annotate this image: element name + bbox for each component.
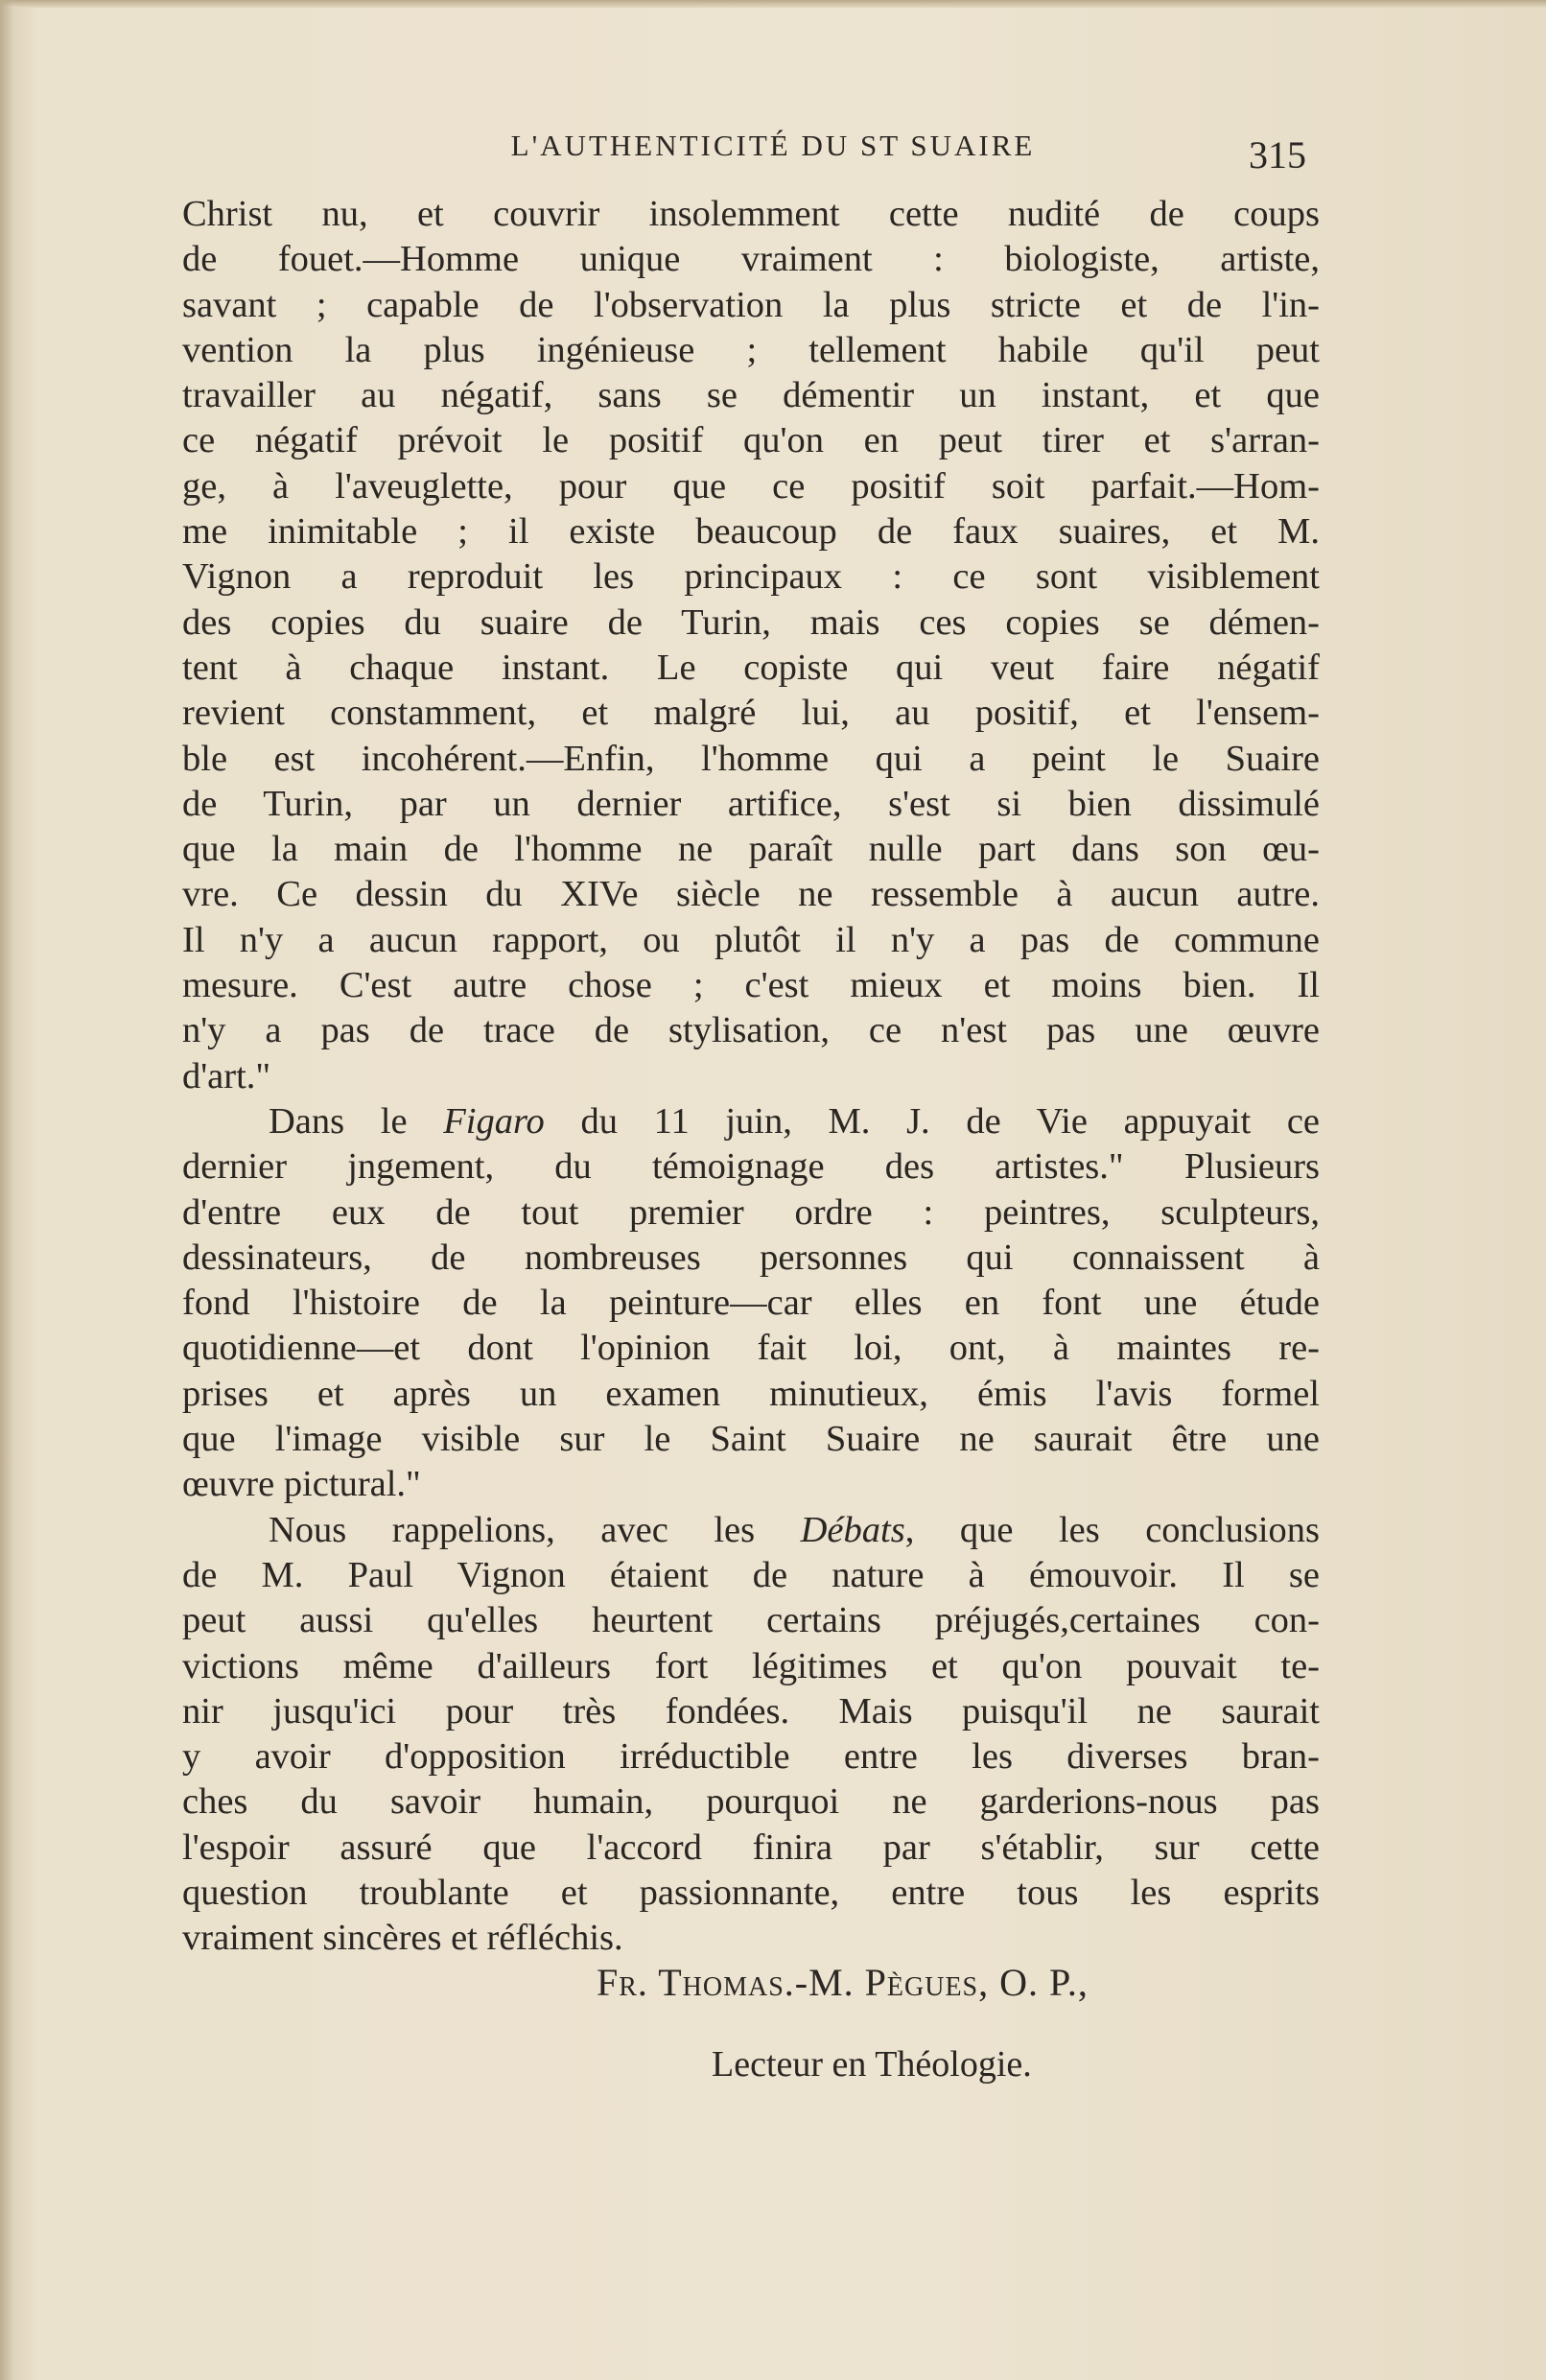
text-line: ble est incohérent.—Enfin, l'homme qui a peint le Suaire (182, 738, 1320, 779)
running-title: L'AUTHENTICITÉ DU ST SUAIRE (510, 129, 1036, 162)
text-line: des copies du suaire de Turin, mais ces copies se démen- (182, 601, 1320, 643)
text-line: œuvre pictural." (182, 1464, 421, 1505)
page-gutter-shadow (0, 0, 13, 2380)
page-top-edge (0, 0, 1546, 8)
text-line: d'art." (182, 1055, 271, 1096)
text-line: prises et après un examen minutieux, émis l'avis formel (182, 1373, 1320, 1414)
text-line: y avoir d'opposition irréductible entre les diverses bran- (182, 1736, 1320, 1778)
text-line: vention la plus ingénieuse ; tellement habile qu'il peut (182, 329, 1320, 370)
text-fragment: , que les conclusions (904, 1509, 1321, 1550)
author-signature: Fr. Thomas.-M. Pègues, O. P., (597, 1961, 1089, 2004)
text-line: ge, à l'aveuglette, pour que ce positif soit parfait.—Hom- (182, 465, 1320, 507)
text-line: quotidienne—et dont l'opinion fait loi, ont, à maintes re- (182, 1328, 1320, 1369)
newspaper-title: Débats (800, 1509, 905, 1550)
text-line (182, 1508, 1320, 1553)
paragraph-3 (182, 1508, 1320, 1962)
page-number: 315 (1249, 133, 1306, 177)
text-line: de fouet.—Homme unique vraiment : biologiste, artiste, (182, 239, 1320, 280)
text-line: victions même d'ailleurs fort légitimes et qu'on pouvait te- (182, 1645, 1320, 1686)
text-line: de M. Paul Vignon étaient de nature à émouvoir. Il se (182, 1554, 1320, 1595)
text-line: Christ nu, et couvrir insolemment cette nudité de coups (182, 194, 1320, 234)
text-line: vre. Ce dessin du XIVe siècle ne ressemble à aucun autre. (182, 874, 1320, 915)
text-line: fond l'histoire de la peinture—car elles en font une étude (182, 1283, 1320, 1324)
text-line: revient constamment, et malgré lui, au positif, et l'ensem- (182, 693, 1320, 734)
paragraph-1 (182, 192, 1320, 1099)
text-line: n'y a pas de trace de stylisation, ce n'est pas une œuvre (182, 1010, 1320, 1051)
text-fragment: Dans le (269, 1100, 408, 1142)
text-line: travailler au négatif, sans se démentir un instant, et que (182, 375, 1320, 416)
text-line: dernier jngement, du témoignage des artistes." Plusieurs (182, 1146, 1320, 1188)
text-fragment: Nous rappelions, avec les (269, 1509, 756, 1550)
text-line: dessinateurs, de nombreuses personnes qui connaissent à (182, 1237, 1320, 1278)
text-line: Il n'y a aucun rapport, ou plutôt il n'y a pas de commune (182, 919, 1320, 960)
text-line: me inimitable ; il existe beaucoup de faux suaires, et M. (182, 511, 1320, 553)
text-line: mesure. C'est autre chose ; c'est mieux et moins bien. Il (182, 965, 1320, 1006)
text-line: nir jusqu'ici pour très fondées. Mais puisqu'il ne saurait (182, 1690, 1320, 1732)
author-title: Lecteur en Théologie. (712, 2044, 1032, 2085)
text-line: de Turin, par un dernier artifice, s'est si bien dissimulé (182, 783, 1320, 824)
newspaper-title: Figaro (443, 1100, 545, 1142)
text-line: savant ; capable de l'observation la plus stricte et de l'in- (182, 284, 1320, 325)
text-fragment: du 11 juin, M. J. de Vie appuyait ce (580, 1100, 1321, 1142)
text-line: peut aussi qu'elles heurtent certains préjugés,certaines con- (182, 1600, 1320, 1641)
text-line (182, 1099, 1320, 1144)
text-line: vraiment sincères et réfléchis. (182, 1918, 623, 1959)
text-line: ches du savoir humain, pourquoi ne garderions-nous pas (182, 1781, 1320, 1823)
text-line: tent à chaque instant. Le copiste qui veut faire négatif (182, 647, 1320, 688)
body-text (182, 192, 1320, 1962)
text-line: ce négatif prévoit le positif qu'on en peut tirer et s'arran- (182, 420, 1320, 461)
paragraph-2 (182, 1099, 1320, 1508)
text-line: que la main de l'homme ne paraît nulle part dans son œu- (182, 829, 1320, 870)
text-line: que l'image visible sur le Saint Suaire ne saurait être une (182, 1419, 1320, 1460)
text-line: d'entre eux de tout premier ordre : peintres, sculpteurs, (182, 1191, 1320, 1233)
text-line: l'espoir assuré que l'accord finira par s'établir, sur cette (182, 1826, 1320, 1868)
text-line: Vignon a reproduit les principaux : ce sont visiblement (182, 556, 1320, 598)
text-line: question troublante et passionnante, entre tous les esprits (182, 1872, 1320, 1913)
